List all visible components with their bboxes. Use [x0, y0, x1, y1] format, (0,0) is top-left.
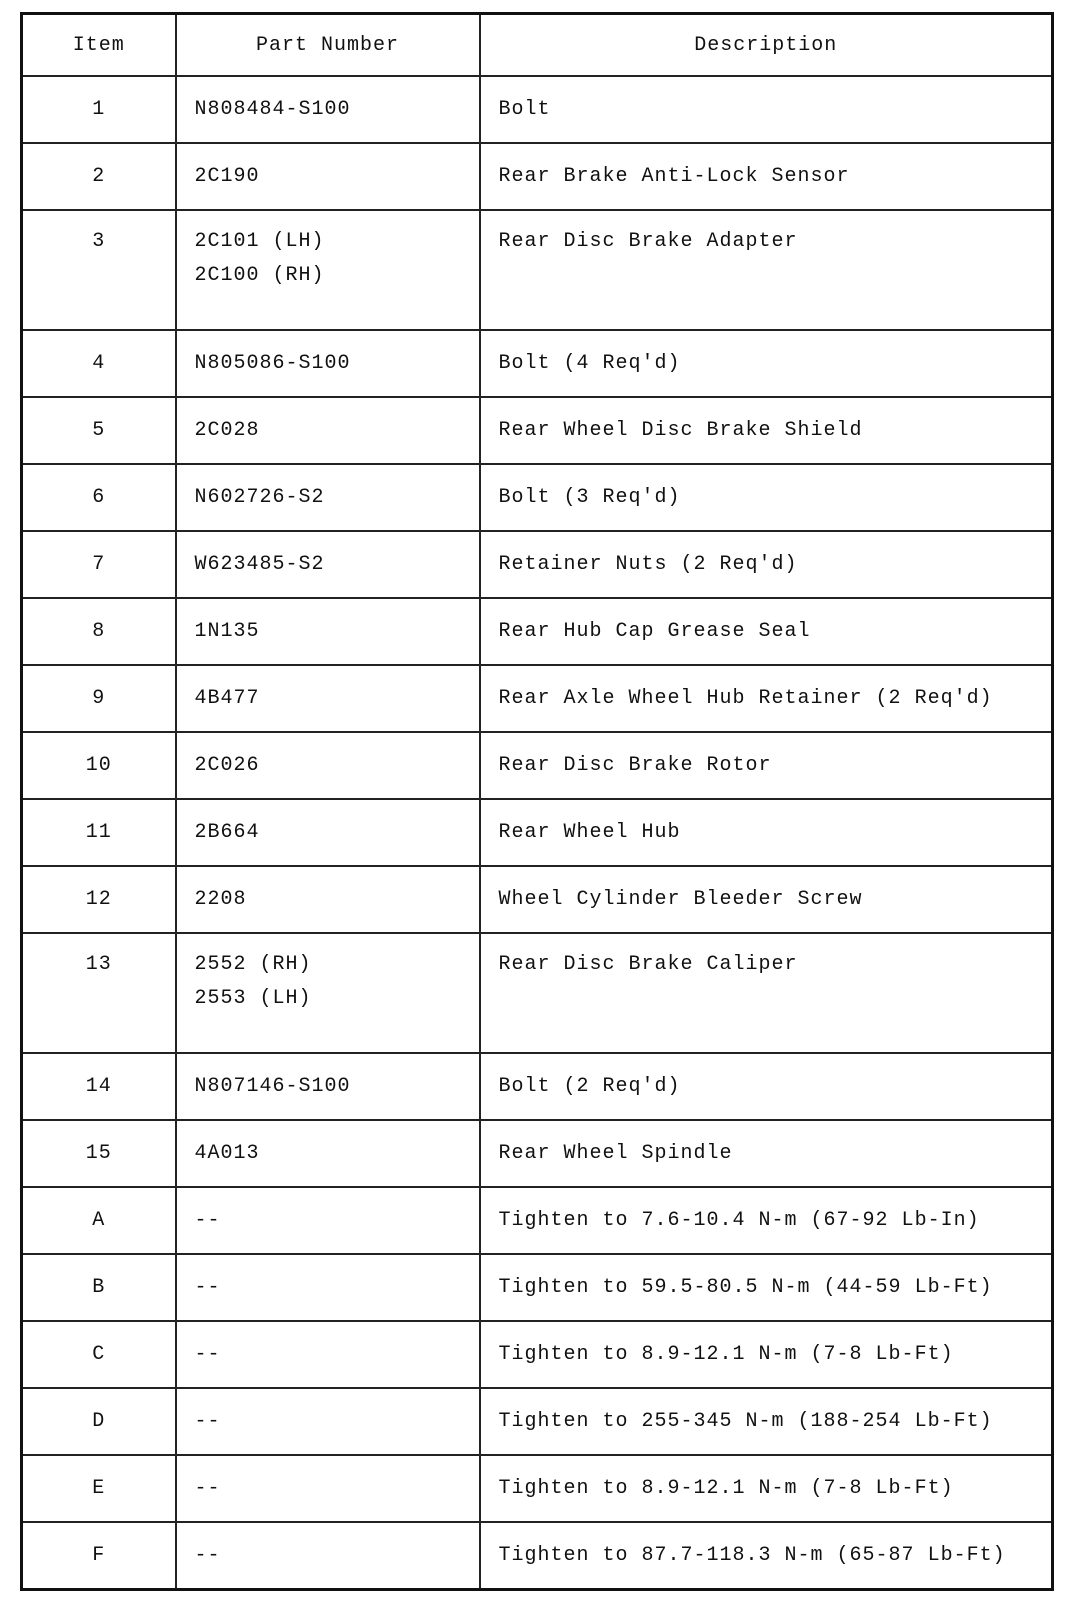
item-cell: F [22, 1522, 176, 1590]
header-item: Item [22, 14, 176, 77]
item-cell: 6 [22, 464, 176, 531]
part-number-cell [176, 799, 480, 866]
part-number-cell [176, 397, 480, 464]
part-number: 4B477 [194, 686, 260, 710]
part-number: 2C026 [194, 753, 260, 777]
part-number: 2C190 [194, 164, 260, 188]
item-cell [22, 210, 176, 330]
item-cell: 9 [22, 665, 176, 732]
item-cell: B [22, 1254, 176, 1321]
table-row [22, 143, 1053, 210]
item-cell: A [22, 1187, 176, 1254]
description-cell: Rear Wheel Disc Brake Shield [480, 397, 1053, 464]
part-number-cell [176, 866, 480, 933]
part-number-cell [176, 1388, 480, 1455]
parts-table [20, 12, 1054, 1591]
item-cell: 2 [22, 143, 176, 210]
part-number: -- [194, 1543, 221, 1567]
description-cell: Tighten to 8.9-12.1 N-m (7-8 Lb-Ft) [480, 1321, 1053, 1388]
description-cell [480, 933, 1053, 1053]
part-number: 2208 [194, 887, 247, 911]
description-cell: Bolt (3 Req'd) [480, 464, 1053, 531]
description-cell: Tighten to 7.6-10.4 N-m (67-92 Lb-In) [480, 1187, 1053, 1254]
description-cell: Retainer Nuts (2 Req'd) [480, 531, 1053, 598]
table-row [22, 1522, 1053, 1590]
part-number-cell [176, 1254, 480, 1321]
table-body [22, 76, 1053, 1590]
table-row [22, 1388, 1053, 1455]
part-number: -- [194, 1409, 221, 1433]
header-description: Description [480, 14, 1053, 77]
description-cell: Bolt (2 Req'd) [480, 1053, 1053, 1120]
part-number-cell [176, 933, 480, 1053]
table-row [22, 665, 1053, 732]
part-number: 2C100 (RH) [194, 264, 325, 287]
table-row [22, 866, 1053, 933]
description-cell [480, 210, 1053, 330]
table-row [22, 799, 1053, 866]
table-row [22, 531, 1053, 598]
part-number: N808484-S100 [194, 97, 351, 121]
description-text: Rear Disc Brake Adapter [498, 230, 798, 253]
description-cell: Rear Disc Brake Rotor [480, 732, 1053, 799]
item-cell: E [22, 1455, 176, 1522]
description-text: Rear Disc Brake Caliper [498, 953, 798, 976]
part-number: -- [194, 1342, 221, 1366]
table-row [22, 464, 1053, 531]
description-cell: Rear Hub Cap Grease Seal [480, 598, 1053, 665]
table-row [22, 330, 1053, 397]
part-number-cell [176, 464, 480, 531]
table-row [22, 732, 1053, 799]
part-number-cell [176, 1053, 480, 1120]
item-cell: 7 [22, 531, 176, 598]
part-number-cell [176, 531, 480, 598]
description-cell: Tighten to 59.5-80.5 N-m (44-59 Lb-Ft) [480, 1254, 1053, 1321]
part-number-cell [176, 1455, 480, 1522]
part-number-cell [176, 76, 480, 143]
item-cell: 10 [22, 732, 176, 799]
part-number: 2552 (RH) [194, 953, 312, 976]
item-cell: 8 [22, 598, 176, 665]
item-cell: 14 [22, 1053, 176, 1120]
part-number-cell [176, 143, 480, 210]
table-row [22, 1187, 1053, 1254]
table-row [22, 598, 1053, 665]
item-cell: 12 [22, 866, 176, 933]
description-cell: Tighten to 8.9-12.1 N-m (7-8 Lb-Ft) [480, 1455, 1053, 1522]
table-row [22, 210, 1053, 330]
part-number: 4A013 [194, 1141, 260, 1165]
part-number: -- [194, 1208, 221, 1232]
table-row [22, 1254, 1053, 1321]
part-number-cell [176, 665, 480, 732]
table-row [22, 1321, 1053, 1388]
part-number-cell [176, 732, 480, 799]
item-cell: 4 [22, 330, 176, 397]
description-cell: Rear Wheel Spindle [480, 1120, 1053, 1187]
part-number-cell [176, 598, 480, 665]
table-row [22, 397, 1053, 464]
description-cell: Rear Wheel Hub [480, 799, 1053, 866]
table-row [22, 1455, 1053, 1522]
header-part-number: Part Number [176, 14, 480, 77]
table-row [22, 76, 1053, 143]
table-row [22, 1120, 1053, 1187]
table-row [22, 1053, 1053, 1120]
table-row [22, 933, 1053, 1053]
part-number: 2B664 [194, 820, 260, 844]
description-cell: Tighten to 255-345 N-m (188-254 Lb-Ft) [480, 1388, 1053, 1455]
part-number: N805086-S100 [194, 351, 351, 375]
part-number-cell [176, 210, 480, 330]
item-cell [22, 933, 176, 1053]
item-label: 13 [85, 953, 112, 976]
part-number: 2553 (LH) [194, 987, 312, 1010]
part-number: -- [194, 1275, 221, 1299]
part-number-cell [176, 1187, 480, 1254]
part-number: N602726-S2 [194, 485, 325, 509]
item-label: 3 [92, 230, 106, 253]
part-number-cell [176, 1321, 480, 1388]
part-number: 2C101 (LH) [194, 230, 325, 253]
item-cell: 11 [22, 799, 176, 866]
description-cell: Bolt [480, 76, 1053, 143]
header-row [22, 14, 1053, 77]
table-header [22, 14, 1053, 77]
description-cell: Wheel Cylinder Bleeder Screw [480, 866, 1053, 933]
item-cell: 15 [22, 1120, 176, 1187]
part-number: 1N135 [194, 619, 260, 643]
part-number-cell [176, 1522, 480, 1590]
part-number-cell [176, 1120, 480, 1187]
description-cell: Rear Axle Wheel Hub Retainer (2 Req'd) [480, 665, 1053, 732]
item-cell: 5 [22, 397, 176, 464]
part-number: 2C028 [194, 418, 260, 442]
part-number-cell [176, 330, 480, 397]
part-number: -- [194, 1476, 221, 1500]
item-cell: 1 [22, 76, 176, 143]
item-cell: C [22, 1321, 176, 1388]
description-cell: Rear Brake Anti-Lock Sensor [480, 143, 1053, 210]
part-number: W623485-S2 [194, 552, 325, 576]
description-cell: Bolt (4 Req'd) [480, 330, 1053, 397]
description-cell: Tighten to 87.7-118.3 N-m (65-87 Lb-Ft) [480, 1522, 1053, 1590]
item-cell: D [22, 1388, 176, 1455]
part-number: N807146-S100 [194, 1074, 351, 1098]
